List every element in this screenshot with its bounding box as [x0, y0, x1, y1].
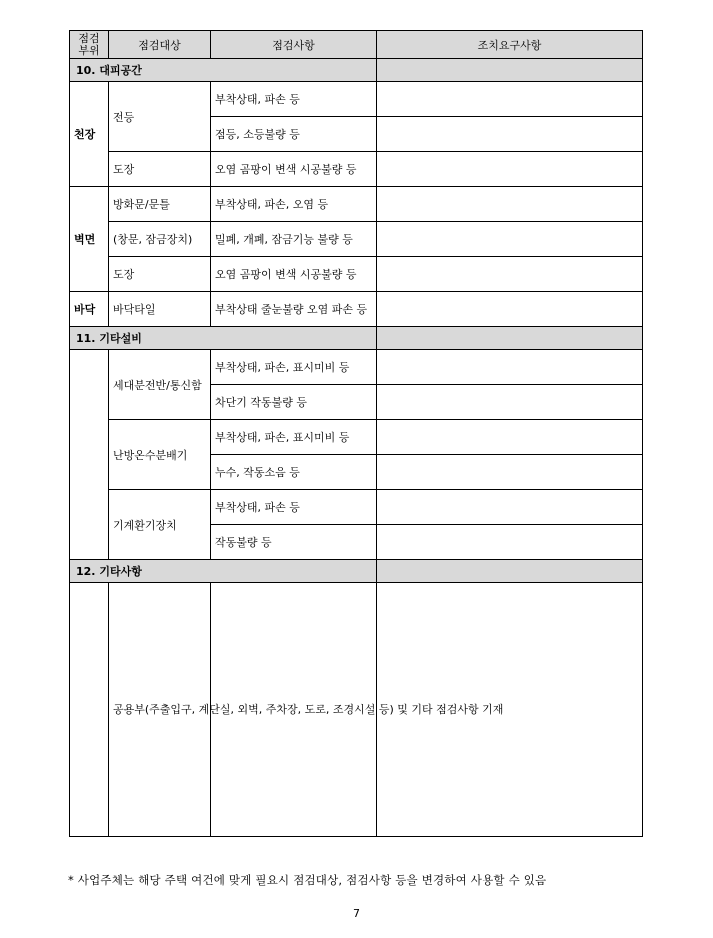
item-cell: 점등, 소등불량 등	[211, 117, 377, 152]
target-paint: 도장	[109, 257, 211, 292]
item-cell: 밀폐, 개폐, 잠금기능 불량 등	[211, 222, 377, 257]
section-title-10: 10. 대피공간	[70, 59, 377, 82]
section-row-12	[70, 560, 643, 583]
item-cell: 오염 곰팡이 변색 시공불량 등	[211, 257, 377, 292]
section-action-cell	[377, 327, 643, 350]
header-items: 점검사항	[211, 31, 377, 59]
target-light: 전등	[109, 82, 211, 152]
action-cell[interactable]	[377, 222, 643, 257]
table-row	[70, 257, 643, 292]
target-paint: 도장	[109, 152, 211, 187]
action-cell[interactable]	[377, 82, 643, 117]
table-row	[70, 152, 643, 187]
table-row	[70, 82, 643, 117]
action-cell[interactable]	[377, 420, 643, 455]
table-row	[70, 420, 643, 455]
section-action-cell	[377, 59, 643, 82]
item-cell: 오염 곰팡이 변색 시공불량 등	[211, 152, 377, 187]
action-cell[interactable]	[377, 187, 643, 222]
target-panel: 세대분전반/통신함	[109, 350, 211, 420]
action-cell[interactable]	[377, 350, 643, 385]
target-heating: 난방온수분배기	[109, 420, 211, 490]
item-cell: 작동불량 등	[211, 525, 377, 560]
item-cell: 부착상태, 파손 등	[211, 82, 377, 117]
footnote: * 사업주체는 해당 주택 여건에 맞게 필요시 점검대상, 점검사항 등을 변경하여 사용할 수 있음	[68, 873, 547, 887]
item-cell: 차단기 작동불량 등	[211, 385, 377, 420]
table-row	[70, 583, 643, 837]
action-cell[interactable]	[377, 152, 643, 187]
action-cell[interactable]	[377, 525, 643, 560]
section-action-cell	[377, 560, 643, 583]
section-title-11: 11. 기타설비	[70, 327, 377, 350]
item-cell: 누수, 작동소음 등	[211, 455, 377, 490]
item-cell: 부착상태, 파손, 표시미비 등	[211, 350, 377, 385]
table-row	[70, 350, 643, 385]
header-action: 조치요구사항	[377, 31, 643, 59]
section-row-11	[70, 327, 643, 350]
header-part: 점검 부위	[70, 31, 109, 59]
item-cell: 부착상태, 파손 등	[211, 490, 377, 525]
item-cell: 부착상태 줄눈불량 오염 파손 등	[211, 292, 377, 327]
item-cell: 부착상태, 파손, 표시미비 등	[211, 420, 377, 455]
item-cell: 부착상태, 파손, 오염 등	[211, 187, 377, 222]
action-cell[interactable]	[377, 117, 643, 152]
action-cell[interactable]	[377, 455, 643, 490]
part-empty	[70, 350, 109, 560]
table-row	[70, 187, 643, 222]
page-number: 7	[353, 907, 360, 920]
table-row	[70, 490, 643, 525]
table-row	[70, 222, 643, 257]
action-cell[interactable]	[377, 385, 643, 420]
part-empty	[70, 583, 109, 837]
target-window: (창문, 잠금장치)	[109, 222, 211, 257]
part-wall: 벽면	[70, 187, 109, 292]
action-cell[interactable]	[377, 490, 643, 525]
header-target: 점검대상	[109, 31, 211, 59]
table-row	[70, 292, 643, 327]
action-cell[interactable]	[377, 257, 643, 292]
part-ceiling: 천장	[70, 82, 109, 187]
target-etc: 공용부(주출입구, 계단실, 외벽, 주차장, 도로, 조경시설 등) 및 기타 점검사항 기재	[109, 583, 211, 837]
target-firedoor: 방화문/문틀	[109, 187, 211, 222]
table-header-row	[70, 31, 643, 59]
target-vent: 기계환기장치	[109, 490, 211, 560]
target-tile: 바닥타일	[109, 292, 211, 327]
action-cell[interactable]	[377, 292, 643, 327]
section-title-12: 12. 기타사항	[70, 560, 377, 583]
part-floor: 바닥	[70, 292, 109, 327]
section-row-10	[70, 59, 643, 82]
inspection-table	[69, 30, 643, 837]
